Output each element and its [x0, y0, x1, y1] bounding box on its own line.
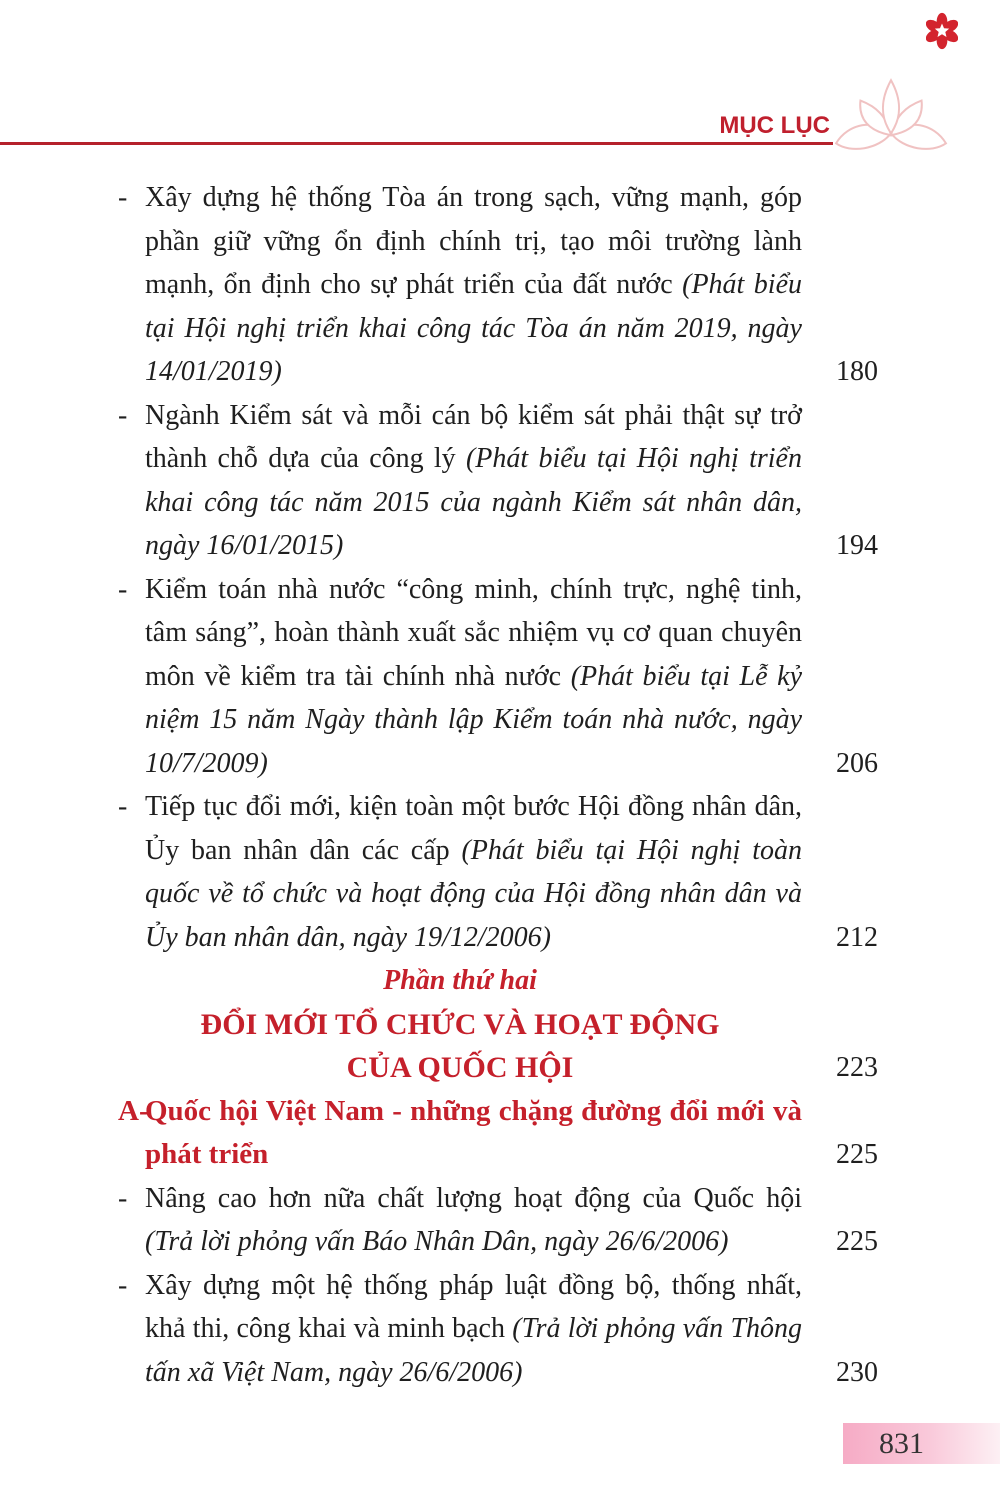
section-part-label: Phần thứ hai [383, 965, 537, 996]
page-title: MỤC LỤC [719, 112, 830, 139]
toc-entry-title: Xây dựng hệ thống Tòa án trong sạch, vững mạnh, góp phần giữ vững ổn định chính trị, tạo môi trường lành mạnh, ổn định cho sự phát triển của đất nước [145, 182, 802, 300]
toc-entry-title: Kiểm toán nhà nước “công minh, chính trực, nghệ tinh, tâm sáng”, hoàn thành xuất sắc nhiệm vụ cơ quan chuyên môn về kiểm tra tài chính nhà nước [145, 573, 802, 692]
toc-entry [118, 394, 878, 568]
toc-entry-page-number: 212 [836, 921, 878, 953]
toc-entry-text [118, 394, 802, 568]
toc-entry-bullet: - [118, 1269, 128, 1301]
toc-list [118, 176, 878, 1394]
toc-entry-bullet: - [118, 1182, 128, 1214]
toc-entry-source: (Trả lời phỏng vấn Thông tấn xã Việt Nam, ngày 26/6/2006) [145, 1313, 803, 1388]
lotus-icon [834, 76, 948, 170]
toc-entry-title: Nâng cao hơn nữa chất lượng hoạt động của Quốc hội [145, 1182, 802, 1214]
toc-entry-title: Tiếp tục đổi mới, kiện toàn một bước Hội đồng nhân dân, Ủy ban nhân dân các cấp [145, 791, 802, 866]
toc-entry-title: Ngành Kiểm sát và mỗi cán bộ kiểm sát phải thật sự trở thành chỗ dựa của công lý [145, 399, 802, 474]
toc-entry-page-number: 223 [836, 1052, 878, 1083]
toc-entry-title: Xây dựng một hệ thống pháp luật đồng bộ, thống nhất, khả thi, công khai và minh bạch [145, 1269, 802, 1344]
toc-subsection-prefix: A- [118, 1094, 149, 1127]
flower-star-icon [926, 12, 958, 50]
toc-entry-source: (Phát biểu tại Hội nghị triển khai công tác Tòa án năm 2019, ngày 14/01/2019) [145, 269, 803, 387]
toc-subsection-title: Quốc hội Việt Nam - những chặng đường đổi mới và phát triển [145, 1094, 802, 1170]
toc-entry-source: (Phát biểu tại Hội nghị toàn quốc về tổ chức và hoạt động của Hội đồng nhân dân và Ủy ban nhân dân, ngày 19/12/2006) [145, 834, 803, 953]
toc-entry-page-number: 180 [836, 356, 878, 387]
toc-entry-text [118, 1177, 802, 1264]
toc-entry-text [118, 785, 802, 959]
toc-entry [118, 568, 878, 786]
toc-entry [118, 176, 878, 394]
toc-section-text [118, 959, 802, 1090]
toc-section-heading [118, 959, 878, 1090]
toc-entry-page-number: 230 [836, 1356, 878, 1388]
toc-entry [118, 1177, 878, 1264]
section-title-line1: ĐỔI MỚI TỔ CHỨC VÀ HOẠT ĐỘNG [200, 1007, 720, 1041]
page-number: 831 [879, 1427, 924, 1460]
toc-entry-source: (Trả lời phỏng vấn Báo Nhân Dân, ngày 26/6/2006) [145, 1226, 729, 1257]
toc-entry-source: (Phát biểu tại Lễ kỷ niệm 15 năm Ngày thành lập Kiểm toán nhà nước, ngày 10/7/2009) [145, 660, 802, 779]
header-divider [0, 142, 833, 145]
toc-entry-text [118, 176, 802, 394]
section-title-line2: CỦA QUỐC HỘI [346, 1051, 574, 1084]
toc-entry-bullet: - [118, 399, 128, 431]
toc-entry-text [118, 568, 802, 786]
toc-entry-text [118, 1264, 802, 1395]
toc-entry [118, 785, 878, 959]
toc-entry-source: (Phát biểu tại Hội nghị triển khai công tác năm 2015 của ngành Kiểm sát nhân dân, ngày 16/01/2015) [145, 443, 802, 561]
page-number-badge [843, 1423, 1000, 1464]
toc-entry-bullet: - [118, 791, 128, 822]
toc-entry-page-number: 206 [836, 747, 878, 779]
toc-subsection-text [118, 1090, 802, 1177]
toc-subsection-heading [118, 1090, 878, 1177]
toc-entry-page-number: 225 [836, 1139, 878, 1170]
toc-entry-page-number: 225 [836, 1226, 878, 1257]
toc-entry-bullet: - [118, 573, 128, 605]
toc-entry-bullet: - [118, 182, 128, 213]
toc-entry [118, 1264, 878, 1395]
toc-entry-page-number: 194 [836, 530, 878, 561]
